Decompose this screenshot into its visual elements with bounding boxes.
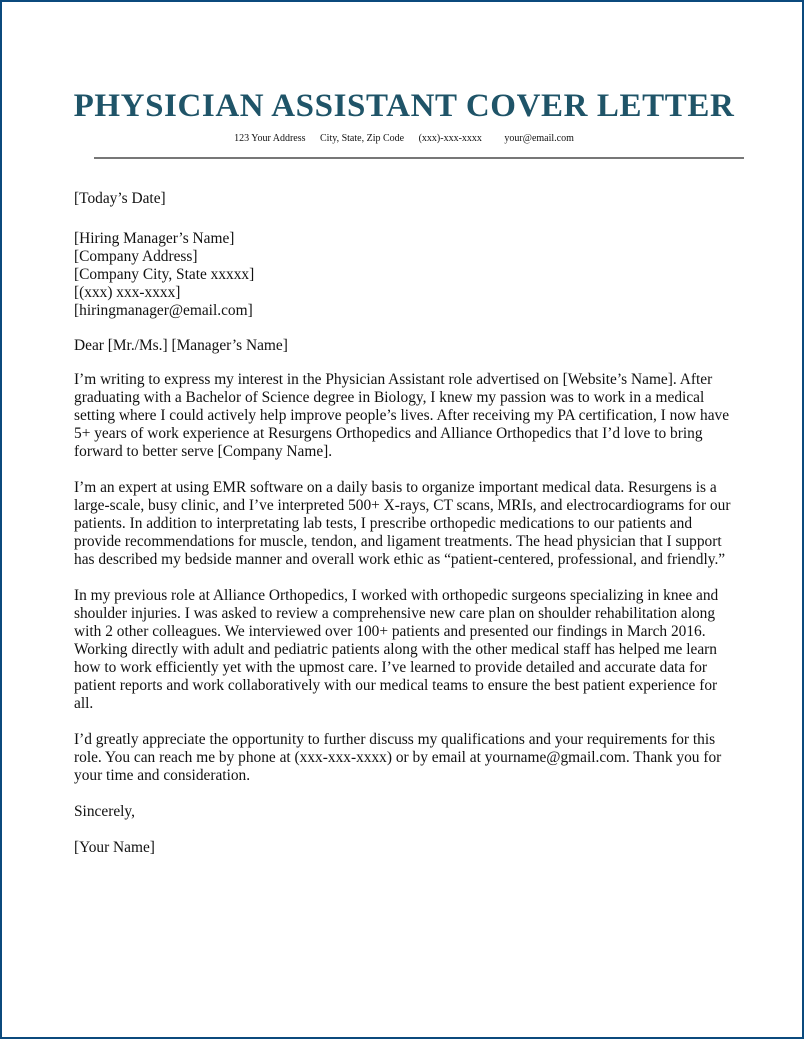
document-title: PHYSICIAN ASSISTANT COVER LETTER bbox=[73, 88, 735, 124]
closing-phrase: Sincerely, bbox=[74, 803, 135, 820]
contact-phone: (xxx)-xxx-xxxx bbox=[418, 133, 482, 144]
paragraph-previous-role: In my previous role at Alliance Orthopedics, I worked with orthopedic surgeons specializing in knee and shoulder injuries. I was asked to review a comprehensive new care plan on shoulder rehabilitation along with 2 other colleagues. We interviewed over 100+ patients and presented our findings in March 2016. Working directly with adult and pediatric patients along with the other medical staff has helped me learn how to work efficiently yet with the upmost care. I’ve learned to provide detailed and accurate data for patient reports and work collaboratively with our medical teams to ensure the best patient experience for all. bbox=[74, 587, 719, 712]
recipient-email: [hiringmanager@email.com] bbox=[74, 302, 253, 319]
recipient-name: [Hiring Manager’s Name] bbox=[74, 230, 235, 247]
paragraph-expertise: I’m an expert at using EMR software on a daily basis to organize important medical data. Resurgens is a large-scale, busy clinic, and I’ve interpreted 500+ X-rays, CT scans, MRIs, and electrocardiograms for our patients. In addition to interpretating lab tests, I prescribe orthopedic medications to our patients and provide recommendations for muscle, tendon, and ligament treatments. The head physician that I support has described my bedside manner and overall work ethic as “patient-centered, professional, and friendly.” bbox=[74, 479, 731, 568]
recipient-city-state: [Company City, State xxxxx] bbox=[74, 266, 255, 283]
letter-body bbox=[74, 190, 739, 857]
recipient-phone: [(xxx) xxx-xxxx] bbox=[74, 284, 181, 301]
contact-city-state-zip: City, State, Zip Code bbox=[320, 133, 405, 144]
paragraph-intro: I’m writing to express my interest in the Physician Assistant role advertised on [Website’s Name]. After graduating with a Bachelor of Science degree in Biology, I knew my passion was to work in a medical setting where I could actively help improve people’s lives. After receiving my PA certification, I now have 5+ years of work experience at Resurgens Orthopedics and Alliance Orthopedics that I’d love to bring forward to better serve [Company Name]. bbox=[74, 371, 730, 460]
salutation: Dear [Mr./Ms.] [Manager’s Name] bbox=[74, 337, 288, 354]
letter-date: [Today’s Date] bbox=[74, 190, 166, 207]
header-divider bbox=[94, 157, 744, 159]
contact-address: 123 Your Address bbox=[234, 133, 306, 144]
signature: [Your Name] bbox=[74, 839, 155, 856]
contact-email: your@email.com bbox=[504, 133, 574, 144]
paragraph-closing: I’d greatly appreciate the opportunity to further discuss my qualifications and your requirements for this role. You can reach me by phone at (xxx-xxx-xxxx) or by email at yourname@gmail.com. Thank you for your time and consideration. bbox=[74, 731, 722, 784]
recipient-address: [Company Address] bbox=[74, 248, 198, 265]
contact-line bbox=[2, 132, 804, 146]
recipient-block bbox=[74, 230, 739, 320]
